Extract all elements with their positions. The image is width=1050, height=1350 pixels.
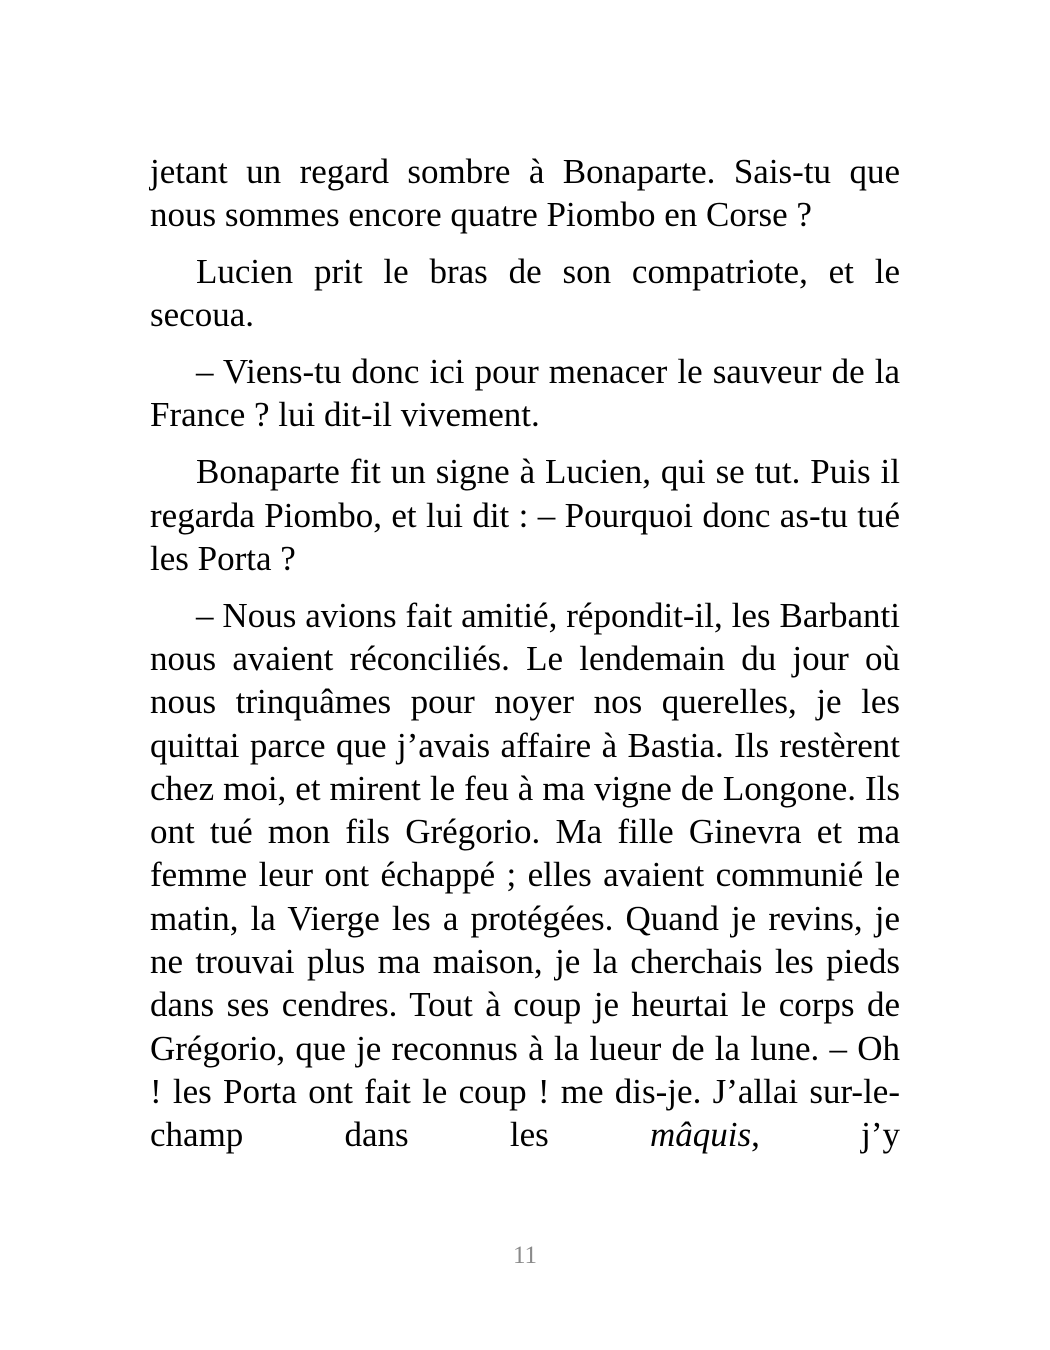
- paragraph-5-tail: , j’y: [751, 1115, 900, 1155]
- paragraph-3: – Viens-tu donc ici pour menacer le sauveur de la France ? lui dit-il vivement.: [150, 352, 900, 435]
- page-body: [150, 150, 900, 1157]
- paragraph-2: Lucien prit le bras de son compatriote, et le secoua.: [150, 252, 900, 335]
- paragraph-4: Bonaparte fit un signe à Lucien, qui se tut. Puis il regarda Piombo, et lui dit : – Pourquoi donc as-tu tué les Porta ?: [150, 452, 900, 578]
- paragraph-5-text: – Nous avions fait amitié, répondit-il, les Barbanti nous avaient réconciliés. Le lendemain du jour où nous trinquâmes pour noyer nos querelles, je les quittai parce que j’avais affaire à Bastia. Ils restèrent chez moi, et mirent le feu à ma vigne de Longone. Ils ont tué mon fils Grégorio. Ma fille Ginevra et ma femme leur ont échappé ; elles avaient communié le matin, la Vierge les a protégées. Quand je revins, je ne trouvai plus ma maison, je la cherchais les pieds dans ses cendres. Tout à coup je heurtai le corps de Grégorio, que je reconnus à la lueur de la lune. – Oh ! les Porta ont fait le coup ! me dis-je. J’allai sur-le-champ dans les: [150, 595, 900, 1155]
- paragraph-1: jetant un regard sombre à Bonaparte. Sais-tu que nous sommes encore quatre Piombo en Corse ?: [150, 152, 900, 235]
- italic-word: mâquis: [650, 1115, 752, 1155]
- paragraph-5: [150, 594, 900, 1157]
- page-number: 11: [512, 1242, 538, 1269]
